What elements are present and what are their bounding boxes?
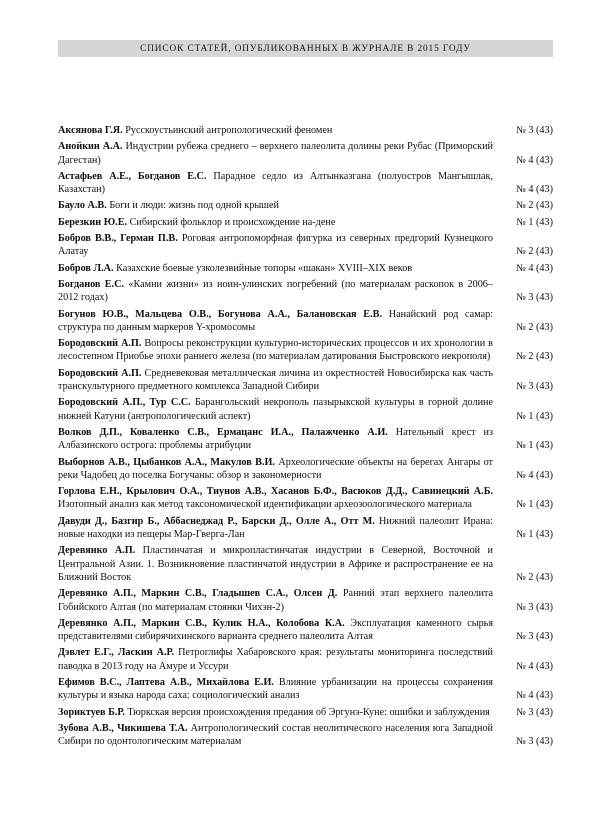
entry-title: Изотопный анализ как метод таксономической идентификации археозоологического материала <box>58 499 472 511</box>
entry-authors: Березкин Ю.Е. <box>58 216 128 228</box>
entry-authors: Горлова Е.Н., Крылович О.А., Тиунов А.В., Хасанов Б.Ф., Васюков Д.Д., Савинецкий А.Б. <box>58 486 493 498</box>
list-item <box>58 646 553 673</box>
list-item <box>58 232 553 259</box>
list-item <box>58 515 553 542</box>
article-list <box>58 124 553 751</box>
list-item <box>58 544 553 584</box>
list-item <box>58 367 553 394</box>
list-item <box>58 676 553 703</box>
entry-title: Влияние урбанизации на процессы сохранения культуры и языка народа саха: социологический анализ <box>58 676 493 702</box>
list-item <box>58 722 553 749</box>
entry-authors: Деревянко А.П. <box>58 545 136 557</box>
entry-issue: № 3 (43) <box>516 631 553 643</box>
entry-issue: № 4 (43) <box>516 690 553 702</box>
entry-issue: № 1 (43) <box>516 529 553 541</box>
entry-title: Ранний этап верхнего палеолита Гобийского Алтая (по материалам стоянки Чихэн-2) <box>58 588 493 613</box>
entry-issue: № 1 (43) <box>516 410 553 422</box>
list-item <box>58 617 553 644</box>
entry-title: Пластинчатая и микропластинчатая индустрии в Северной, Восточной и Центральной Азии. 1. Возникновение пластинчатой индустрии в Африке и распространение ее на Ближний Восток <box>58 545 493 583</box>
list-item <box>58 396 553 423</box>
entry-issue: № 2 (43) <box>516 246 553 258</box>
entry-title: Средневековая металлическая личина из окрестностей Новосибирска как часть транскультурного предметного комплекса Западной Сибири <box>58 367 494 393</box>
entry-authors: Бородовский А.П., Тур С.С. <box>58 397 191 409</box>
entry-authors: Дэвлет Е.Г., Ласкин А.Р. <box>58 647 175 659</box>
entry-title: Тюркская версия происхождения предания об Эргунэ-Куне: ошибки и заблуждения <box>127 706 490 718</box>
entry-authors: Бородовский А.П. <box>58 338 142 350</box>
list-item <box>58 170 553 197</box>
entry-issue: № 3 (43) <box>516 601 553 613</box>
list-item <box>58 262 553 275</box>
list-item <box>58 216 553 229</box>
entry-issue: № 3 (43) <box>516 706 553 718</box>
entry-issue: № 1 (43) <box>516 440 553 452</box>
entry-authors: Зориктуев Б.Р. <box>58 706 125 718</box>
entry-title: Барангольский некрополь пазырыкской культуры в горной долине нижней Катуни (антропологический аспект) <box>58 397 493 422</box>
entry-issue: № 4 (43) <box>516 469 553 481</box>
entry-issue: № 2 (43) <box>516 200 553 212</box>
entry-authors: Богданов Е.С. <box>58 278 124 290</box>
entry-authors: Астафьев А.Е., Богданов Е.С. <box>58 170 207 182</box>
entry-issue: № 1 (43) <box>516 499 553 511</box>
entry-title: Нанайский род самар: структура по данным маркеров Y-хромосомы <box>58 308 494 333</box>
entry-issue: № 4 (43) <box>516 262 553 274</box>
list-item <box>58 485 553 512</box>
entry-issue: № 2 (43) <box>516 321 553 333</box>
list-item <box>58 587 553 614</box>
entry-title: Сибирский фольклор и происхождение на-дене <box>129 216 336 228</box>
entry-authors: Богунов Ю.В., Мальцева О.В., Богунова А.А., Балановская Е.В. <box>58 308 382 320</box>
entry-issue: № 4 (43) <box>516 154 553 166</box>
list-item <box>58 199 553 212</box>
entry-issue: № 3 (43) <box>516 381 553 393</box>
list-item <box>58 140 553 167</box>
entry-title: Боги и люди: жизнь под одной крышей <box>109 200 279 212</box>
list-item <box>58 124 553 137</box>
entry-authors: Волков Д.П., Коваленко С.В., Ермацанс И.А., Палажченко А.И. <box>58 426 388 438</box>
entry-authors: Бобров Л.А. <box>58 262 114 274</box>
entry-title: Антропологический состав неолитического населения юга Западной Сибири по одонтологическим материалам <box>58 722 494 748</box>
list-item <box>58 456 553 483</box>
entry-issue: № 2 (43) <box>516 351 553 363</box>
entry-title: Вопросы реконструкции культурно-исторических процессов и их хронологии в лесостепном Приобье эпохи раннего железа (по материалам датирования Быстровского некрополя) <box>58 338 493 363</box>
entry-issue: № 1 (43) <box>516 216 553 228</box>
list-item <box>58 426 553 453</box>
entry-title: Индустрии рубежа среднего – верхнего палеолита долины реки Рубас (Приморский Дагестан) <box>58 141 494 166</box>
entry-issue: № 4 (43) <box>516 660 553 672</box>
list-item <box>58 308 553 335</box>
entry-authors: Зубова А.В., Чикишева Т.А. <box>58 722 188 734</box>
entry-issue: № 3 (43) <box>516 125 553 136</box>
list-item <box>58 706 553 719</box>
entry-authors: Аксянова Г.Я. <box>58 125 123 136</box>
entry-issue: № 3 (43) <box>516 736 553 748</box>
entry-authors: Анойкин А.А. <box>58 141 123 153</box>
entry-authors: Деревянко А.П., Маркин С.В., Гладышев С.А., Олсен Д. <box>58 588 338 600</box>
list-item <box>58 337 553 364</box>
entry-authors: Давуди Д., Базгир Б., Аббаснеджад Р., Барски Д., Олле А., Отт М. <box>58 515 375 527</box>
header-band <box>58 40 553 57</box>
entry-title: Роговая антропоморфная фигурка из северных предгорий Кузнецкого Алатау <box>58 233 494 258</box>
entry-title: Петроглифы Хабаровского края: результаты мониторинга последствий паводка в 2013 году на Амуре и Уссури <box>58 647 493 672</box>
entry-title: Археологические объекты на берегах Ангары от реки Чадобец до поселка Богучаны: обзор и закономерности <box>58 456 494 481</box>
entry-issue: № 3 (43) <box>516 292 553 304</box>
page-title: СПИСОК СТАТЕЙ, ОПУБЛИКОВАННЫХ В ЖУРНАЛЕ В 2015 ГОДУ <box>140 43 471 54</box>
entry-issue: № 2 (43) <box>516 571 553 583</box>
entry-authors: Бауло А.В. <box>58 200 107 212</box>
entry-authors: Деревянко А.П., Маркин С.В., Кулик Н.А., Колобова К.А. <box>58 617 345 629</box>
entry-title: Нижний палеолит Ирана: новые находки из пещеры Мар-Гверга-Лан <box>58 515 493 541</box>
entry-authors: Бобров В.В., Герман П.В. <box>58 233 178 245</box>
list-item <box>58 278 553 305</box>
entry-authors: Выборнов А.В., Цыбанков А.А., Макулов В.И. <box>58 456 275 468</box>
entry-authors: Ефимов В.С., Лаптева А.В., Михайлова Е.И. <box>58 676 274 688</box>
entry-title: Нательный крест из Албазинского острога: проблемы атрибуции <box>58 426 493 452</box>
entry-title: Русскоустьинский антропологический феномен <box>125 125 333 136</box>
entry-title: Казахские боевые узколезвийные топоры «шакан» XVIII–XIX веков <box>116 262 413 274</box>
entry-title: Эксплуатация каменного сырья представителями сибирячихинского варианта среднего палеолита Алтая <box>58 617 494 643</box>
entry-authors: Бородовский А.П. <box>58 367 142 379</box>
entry-issue: № 4 (43) <box>516 184 553 196</box>
entry-title: «Камни жизни» из ноин-улинских погребений (по материалам раскопок в 2006–2012 годах) <box>58 278 493 304</box>
entry-title: Парадное седло из Алтынказгана (полуостров Мангышлак, Казахстан) <box>58 170 493 196</box>
